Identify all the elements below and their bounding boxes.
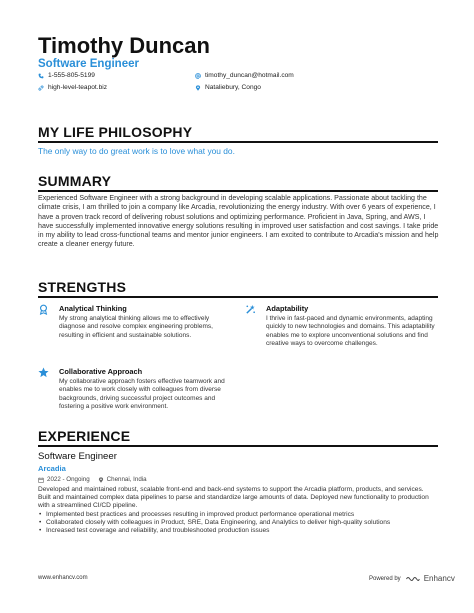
award-medal-icon: [38, 304, 49, 315]
calendar-icon: [38, 477, 44, 483]
contact-website[interactable]: [38, 84, 107, 91]
summary-text: Experienced Software Engineer with a strong background in developing scalable applications. Passionate about tackling the climate crisis, I am thrilled to join a company like Arcadia, revolutionizing the energy industry. With over 6 years of experience, I have a proven track record of delivering robust solutions and optimizing performance. Proficient in Java, Spring, and AWS, I have successfully implemented innovative energy solutions resulting in improved user satisfaction and cost savings. I take pride in my ability to lead cross-functional teams and mentor junior engineers. I am excited to contribute to Arcadia's mission and help create a cleaner energy future.: [38, 194, 439, 249]
philosophy-divider: [38, 141, 438, 143]
location-pin-icon: [98, 477, 104, 483]
strength-description: My collaborative approach fosters effective teamwork and enables me to work closely with colleagues from diverse backgrounds, driving successful project outcomes and fostering a positive work environment.: [59, 378, 225, 411]
list-item: • Implemented best practices and processes resulting in improved product performance operational metrics: [38, 511, 438, 519]
philosophy-heading: MY LIFE PHILOSOPHY: [38, 124, 193, 140]
footer-branding[interactable]: [369, 574, 455, 583]
experience-heading: EXPERIENCE: [38, 428, 131, 444]
experience-meta: [38, 476, 147, 483]
strength-description: My strong analytical thinking allows me to effectively diagnose and resolve complex engineering problems, resulting in efficient and sustainable solutions.: [59, 315, 213, 339]
powered-by-text: Powered by: [369, 575, 401, 582]
experience-bullets: [38, 511, 438, 535]
contact-email[interactable]: [195, 72, 294, 79]
candidate-name: Timothy Duncan: [38, 33, 210, 58]
experience-description: Developed and maintained robust, scalable front-end and back-end systems to support the Arcadia platform, products, and services. Built and maintained complex data pipelines to parse and standardize large amounts of data. Deployed new functionality to production with a streamlined CI/CD pipeline.: [38, 486, 429, 510]
tools-wand-icon: [245, 304, 256, 315]
phone-icon: [38, 73, 44, 79]
phone-text: 1-555-805-5199: [48, 72, 95, 79]
enhancv-logo-icon: [405, 575, 420, 583]
contact-location: [195, 84, 261, 91]
email-text[interactable]: timothy_duncan@hotmail.com: [205, 72, 294, 79]
footer-website[interactable]: www.enhancv.com: [38, 575, 88, 581]
strengths-divider: [38, 296, 438, 298]
star-icon: [38, 367, 49, 378]
experience-divider: [38, 445, 438, 447]
experience-dates: 2022 - Ongoing: [47, 476, 90, 483]
list-item: • Increased test coverage and reliability, and troubleshooted production issues: [38, 527, 438, 535]
strength-description: I thrive in fast-paced and dynamic environments, adapting quickly to new technologies and domains. This adaptability enables me to explore unconventional solutions and find creative ways to overcome challenges.: [266, 315, 435, 348]
link-icon: [38, 85, 44, 91]
list-item: • Collaborated closely with colleagues in Product, SRE, Data Engineering, and Analytics to deliver high-quality solutions: [38, 519, 438, 527]
at-icon: [195, 73, 201, 79]
location-pin-icon: [195, 85, 201, 91]
strength-title: Analytical Thinking: [59, 304, 127, 313]
experience-company: Arcadia: [38, 464, 66, 473]
contact-phone: [38, 72, 95, 79]
website-text[interactable]: high-level-teapot.biz: [48, 84, 108, 91]
experience-role: Software Engineer: [38, 451, 117, 462]
strength-title: Adaptability: [266, 304, 309, 313]
summary-heading: SUMMARY: [38, 173, 112, 189]
experience-location: Chennai, India: [106, 476, 147, 483]
location-text: Nataliebury, Congo: [205, 84, 261, 91]
strengths-heading: STRENGTHS: [38, 279, 127, 295]
philosophy-quote: The only way to do great work is to love what you do.: [38, 146, 235, 156]
candidate-title: Software Engineer: [38, 58, 139, 70]
summary-divider: [38, 190, 438, 192]
strength-title: Collaborative Approach: [59, 367, 143, 376]
brand-name: Enhancv: [423, 574, 455, 583]
